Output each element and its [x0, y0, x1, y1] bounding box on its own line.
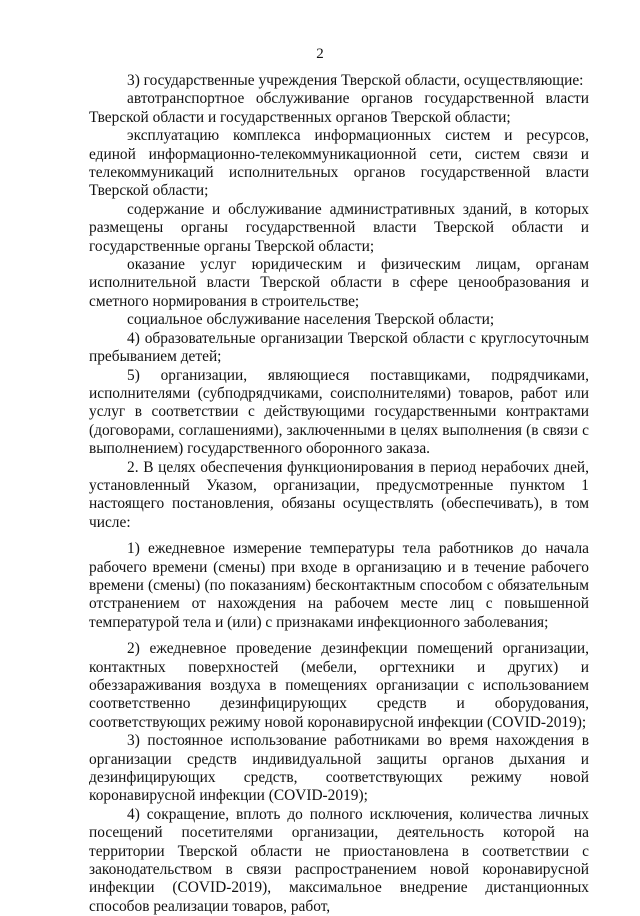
paragraph-2-2-disinfection: 2) ежедневное проведение дезинфекции помещений организации, контактных поверхностей (мебели, оргтехники и других) и обеззараживания воздуха в помещениях организации с использованием соответственно дезинфицирующих средств и оборудования, соответствующих режиму новой коронавирусной инфекции (COVID-2019);	[89, 640, 589, 731]
paragraph-information-systems-operation: эксплуатацию комплекса информационных систем и ресурсов, единой информационно-телекоммуникационной сети, систем связи и телекоммуникаций исполнительных органов государственной власти Тверской области;	[89, 127, 589, 200]
paragraph-2-4-visit-reduction: 4) сокращение, вплоть до полного исключения, количества личных посещений посетителями организации, деятельность которой на территории Тверской области не приостановлена в соответствии с законодательством в связи распространением новой коронавирусной инфекции (COVID-2019), максимальное внедрение дистанционных способов реализации товаров, работ,	[89, 805, 589, 915]
paragraph-item-5-defense-contractors: 5) организации, являющиеся поставщиками, подрядчиками, исполнителями (субподрядчиками, соисполнителями) товаров, работ или услуг в соответствии с действующими государственными контрактами (договорами, соглашениями), заключенными в целях выполнения (в связи с выполнением) государственного оборонного заказа.	[89, 366, 589, 458]
paragraph-item-3-state-institutions: 3) государственные учреждения Тверской области, осуществляющие:	[127, 72, 584, 89]
paragraph-administrative-buildings: содержание и обслуживание административных зданий, в которых размещены органы государственной власти Тверской области и государственные органы Тверской области;	[89, 200, 589, 255]
page-number: 2	[316, 46, 324, 62]
paragraph-social-services: социальное обслуживание населения Тверской области;	[127, 311, 495, 329]
paragraph-motor-transport-service: автотранспортное обслуживание органов государственной власти Тверской области и государственных органов Тверской области;	[89, 90, 589, 126]
paragraph-item-4-educational-organizations: 4) образовательные организации Тверской области с круглосуточным пребыванием детей;	[89, 329, 589, 366]
paragraph-2-1-temperature-measurement: 1) ежедневное измерение температуры тела работников до начала рабочего времени (смены) при входе в организацию и в течение рабочего времени (смены) (по показаниям) бесконтактным способом с обязательным отстранением от нахождения на рабочем месте лиц с повышенной температурой тела и (или) с признаками инфекционного заболевания;	[89, 540, 589, 631]
paragraph-section-2-obligations: 2. В целях обеспечения функционирования в период нерабочих дней, установленный Указом, организации, предусмотренные пунктом 1 настоящего постановления, обязаны осуществлять (обеспечивать), в том числе:	[89, 458, 589, 531]
paragraph-pricing-services: оказание услуг юридическим и физическим лицам, органам исполнительной власти Тверской области в сфере ценообразования и сметного нормирования в строительстве;	[89, 256, 589, 310]
paragraph-2-3-protective-equipment: 3) постоянное использование работниками во время нахождения в организации средств индивидуальной защиты органов дыхания и дезинфицирующих средств, соответствующих режиму новой коронавирусной инфекции (COVID-2019);	[89, 732, 589, 805]
document-body	[89, 72, 589, 916]
